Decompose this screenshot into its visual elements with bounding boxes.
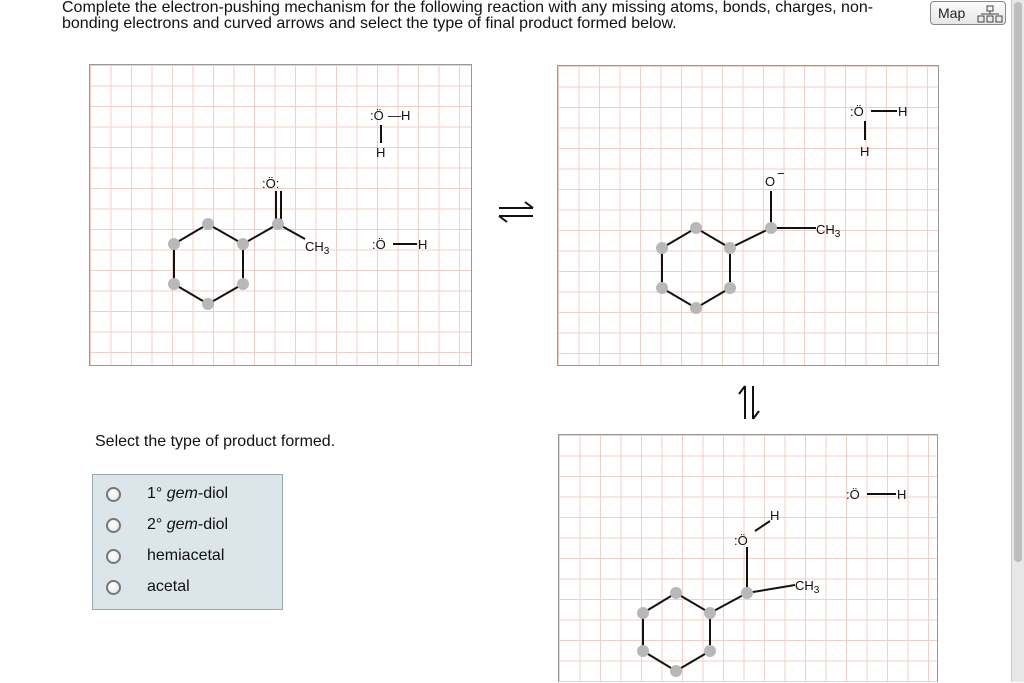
map-button-label: Map [938,5,966,21]
hydroxide-hydrogen-label: H [418,237,428,252]
intermediate-ch3-label: $CH_3$ [816,222,841,240]
carbonyl-oxygen-label: :Ö: [262,176,280,191]
negative-charge-label: − [777,166,785,181]
hydroxide-oxygen-label: :Ö [372,237,386,252]
radio-button[interactable] [106,518,121,533]
choice-2-gem-diol[interactable] [101,514,281,538]
vertical-scrollbar[interactable] [1011,0,1024,682]
choice-1-gem-diol[interactable] [101,483,281,507]
water-hydrogen-right-label: —H [388,108,411,123]
equilibrium-arrows-horizontal-icon [497,200,537,224]
radio-button[interactable] [106,580,121,595]
intermediate-drawing-canvas[interactable] [557,65,939,366]
choice-acetal[interactable] [101,576,281,600]
product-ch3-label: $CH_3$ [795,578,820,596]
intermediate-structure [558,66,940,367]
choice-label: acetal [147,578,190,595]
reactant-ch3-label: $CH_3$ [305,239,330,257]
reactant-drawing-canvas[interactable] [89,64,472,366]
product-hydroxide-hydrogen-label: H [897,487,907,502]
question-text: Select the type of product formed. [95,433,336,450]
choice-hemiacetal[interactable] [101,545,281,569]
intermediate-water-hydrogen-below-label: H [860,144,870,159]
ring-nodes [168,218,284,310]
reactant-structure [90,65,473,367]
water-hydrogen-below-label: H [376,145,386,160]
product-type-choices [92,474,283,610]
water-oxygen-label: :Ö [370,108,384,123]
product-hydroxyl-oxygen-label: :Ö [734,533,748,548]
intermediate-water-hydrogen-right-label: H [898,104,908,119]
equilibrium-arrows-vertical-icon [737,383,763,423]
choice-label: 1° gem-diol [147,485,229,502]
radio-button[interactable] [106,549,121,564]
choice-label: hemiacetal [147,547,225,564]
instructions-text: Complete the electron-pushing mechanism for the following reaction with any missing atoms, bonds, charges, non-bonding electrons and curved arrows and select the type of final product formed below. [62,0,874,32]
cyclohexane-ring [174,125,381,304]
intermediate-water-oxygen-label: :Ö [850,104,864,119]
map-button[interactable] [930,1,1006,25]
oxide-oxygen-label: O [765,174,776,189]
product-hydroxyl-hydrogen-label: H [770,508,780,523]
scrollbar-thumb[interactable] [1014,2,1022,562]
product-hydroxide-oxygen-label: :Ö [846,487,860,502]
product-drawing-canvas[interactable] [558,434,938,682]
radio-button[interactable] [106,487,121,502]
map-tree-icon [977,5,1003,23]
choice-label: 2° gem-diol [147,516,229,533]
product-structure [559,435,939,683]
